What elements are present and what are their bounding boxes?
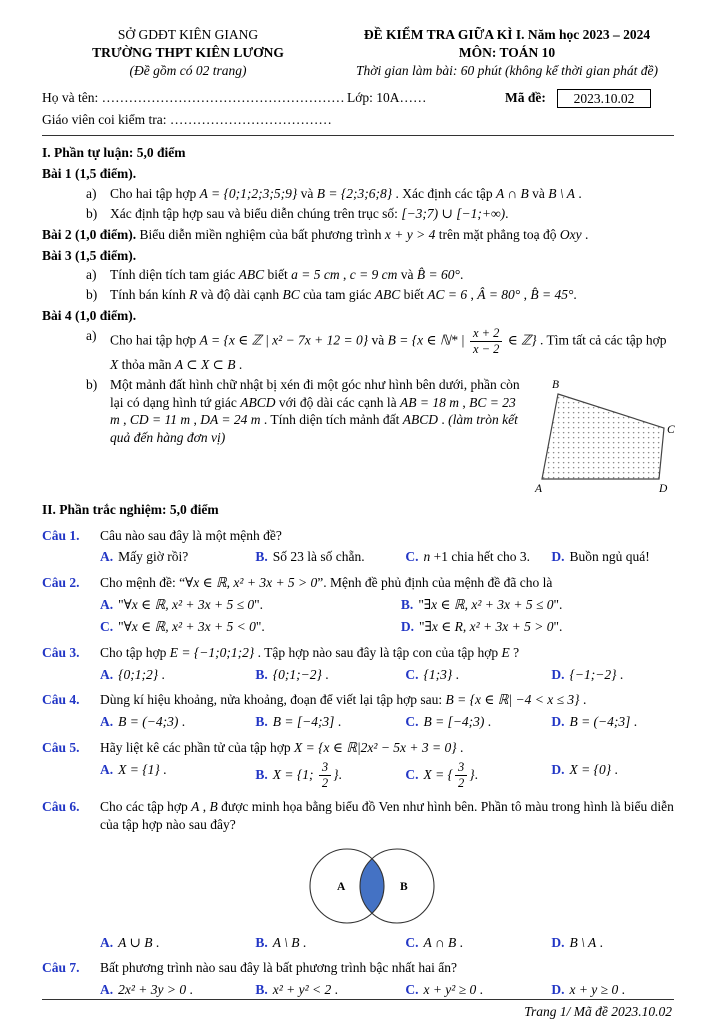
option-text: X = {0} .: [569, 761, 618, 777]
option-d: [401, 618, 674, 636]
option-text: x² + y² < 2 .: [272, 982, 339, 998]
question-body: [100, 959, 674, 999]
question-body: [100, 691, 674, 731]
option-text: X = {1; $\frac{3}{2}$ }.: [272, 759, 342, 790]
venn-diagram: [297, 842, 447, 930]
option-a: [100, 666, 249, 684]
bai3-heading: Bài 3 (1,5 điểm).: [42, 247, 137, 263]
vertex-label-c: C: [667, 423, 675, 436]
option-letter: A.: [100, 714, 114, 730]
question-label: Câu 6.: [42, 799, 80, 815]
option-letter: D.: [551, 714, 565, 730]
bai1-item-a: [42, 185, 674, 203]
class-line: Lớp: 10A……: [347, 89, 427, 105]
option-text: {−1;−2} .: [569, 666, 624, 682]
option-a: [100, 934, 249, 952]
vertex-label-a: A: [535, 482, 543, 495]
question-body: [100, 644, 674, 684]
option-text: Số 23 là số chẵn.: [272, 549, 365, 565]
options-row: [100, 934, 674, 952]
option-letter: A.: [100, 761, 114, 777]
question-label: Câu 3.: [42, 644, 80, 660]
question-label: Câu 4.: [42, 692, 80, 708]
question-label: Câu 1.: [42, 527, 80, 543]
option-b: [255, 934, 399, 952]
header-right: [340, 26, 674, 81]
question-label: Câu 7.: [42, 960, 80, 976]
question-stem: Cho tập hợp E = {−1;0;1;2} . Tập hợp nào sau đây là tập con của tập hợp E ?: [100, 644, 520, 660]
option-c: [405, 761, 545, 790]
item-text: Cho hai tập hợp A = {0;1;2;3;5;9} và B = {2;3;6;8} . Xác định các tập A ∩ B và B \ A .: [110, 186, 582, 202]
option-text: A \ B .: [272, 934, 307, 950]
option-d: [551, 761, 674, 790]
option-text: X = { $\frac{3}{2}$ }.: [423, 759, 478, 790]
item-text: Xác định tập hợp sau và biểu diễn chúng trên trục số: [−3;7) ∪ [−1;+∞).: [110, 205, 509, 221]
option-a: [100, 548, 249, 566]
page-footer: Trang 1/ Mã đề 2023.10.02: [524, 1004, 672, 1020]
question-stem: Cho các tập hợp A , B được minh họa bằng biểu đồ Ven như hình bên. Phần tô màu trong hình là biểu diễn của tập hợp nào sau đây?: [100, 799, 674, 832]
option-text: B = (−4;3) .: [118, 714, 186, 730]
option-text: Mấy giờ rồi?: [118, 549, 189, 565]
bai4-item-a: [42, 327, 674, 374]
bai4-heading: Bài 4 (1,0 điểm).: [42, 307, 137, 323]
venn-diagram-wrap: [100, 842, 644, 930]
bai1-heading: Bài 1 (1,5 điểm).: [42, 166, 137, 182]
footer-divider: [42, 999, 674, 1000]
option-text: A ∪ B .: [118, 934, 160, 950]
option-b: [255, 548, 399, 566]
option-text: "∀x ∈ ℝ, x² + 3x + 5 < 0".: [118, 618, 265, 634]
student-name-line: Họ và tên: ………………………………………………: [42, 89, 345, 105]
option-letter: C.: [405, 549, 419, 565]
option-letter: B.: [400, 597, 414, 613]
option-a: [100, 761, 249, 790]
option-text: "∀x ∈ ℝ, x² + 3x + 5 ≤ 0".: [118, 597, 264, 613]
bai2-paragraph: Bài 2 (1,0 điểm). Biểu diễn miền nghiệm của bất phương trình x + y > 4 trên mặt phẳng toạ độ Oxy .: [42, 226, 589, 242]
part2-title: II. Phần trắc nghiệm: 5,0 điểm: [42, 501, 219, 517]
options-grid: [100, 596, 674, 636]
option-letter: C.: [405, 982, 419, 998]
bai1-item-b: [42, 205, 674, 223]
option-c: [405, 713, 545, 731]
question-4: [42, 691, 674, 731]
option-letter: C.: [405, 666, 419, 682]
options-row: [100, 548, 674, 566]
item-label: a): [86, 186, 97, 202]
venn-label-b: B: [400, 880, 408, 893]
option-text: X = {1} .: [118, 761, 167, 777]
item-text: Tính diện tích tam giác ABC biết a = 5 cm , c = 9 cm và B̂ = 60°.: [110, 267, 464, 283]
question-1: [42, 527, 674, 567]
question-3: [42, 644, 674, 684]
bai3-item-b: [42, 286, 674, 304]
teacher-row: [42, 111, 674, 129]
option-letter: C.: [405, 934, 419, 950]
question-stem: Hãy liệt kê các phần tử của tập hợp X = {x ∈ ℝ|2x² − 5x + 3 = 0} .: [100, 739, 464, 755]
school-name: TRƯỜNG THPT KIÊN LƯƠNG: [92, 45, 284, 61]
option-letter: A.: [100, 597, 114, 613]
option-letter: B.: [255, 934, 268, 950]
options-row: [100, 761, 674, 790]
option-c: [405, 666, 545, 684]
option-b: [255, 761, 399, 790]
option-text: B = [−4;3) .: [423, 714, 492, 730]
question-stem: Bất phương trình nào sau đây là bất phương trình bậc nhất hai ẩn?: [100, 960, 457, 976]
exam-title: ĐỀ KIỂM TRA GIỮA KÌ I. Năm học 2023 – 2024: [363, 27, 651, 42]
options-row: [100, 666, 674, 684]
option-letter: D.: [551, 982, 565, 998]
option-d: [551, 981, 674, 999]
quadrilateral-figure: [532, 376, 674, 496]
option-b: [255, 666, 399, 684]
option-text: A ∩ B .: [423, 934, 463, 950]
item-label: b): [86, 205, 98, 221]
footer-block: [42, 999, 674, 1021]
header-divider: [42, 135, 674, 136]
option-text: 2x² + 3y > 0 .: [118, 982, 193, 998]
question-stem: Dùng kí hiệu khoảng, nửa khoảng, đoạn để viết lại tập hợp sau: B = {x ∈ ℝ| −4 < x ≤ 3} .: [100, 692, 587, 708]
venn-label-a: A: [337, 880, 346, 893]
option-letter: C.: [100, 618, 114, 634]
exam-code-label: Mã đề:: [505, 89, 546, 105]
item-label: b): [86, 376, 98, 392]
option-a: [100, 596, 395, 614]
option-b: [401, 596, 674, 614]
teacher-line: Giáo viên coi kiểm tra: ………………………………: [42, 111, 332, 127]
option-b: [255, 713, 399, 731]
option-text: B \ A .: [569, 934, 603, 950]
option-letter: B.: [255, 666, 268, 682]
option-c: [405, 981, 545, 999]
option-letter: D.: [551, 549, 565, 565]
subject-line: MÔN: TOÁN 10: [458, 45, 556, 61]
bai4-item-b: [42, 376, 674, 498]
option-text: B = [−4;3] .: [272, 714, 342, 730]
vertex-label-b: B: [552, 378, 560, 391]
question-body: [100, 739, 674, 790]
option-letter: B.: [255, 766, 268, 782]
question-label: Câu 2.: [42, 575, 80, 591]
option-text: B = (−4;3] .: [569, 714, 638, 730]
option-text: n +1 chia hết cho 3.: [423, 549, 531, 565]
question-body: [100, 527, 674, 567]
option-text: Buồn ngủ quá!: [569, 549, 650, 565]
header-left: [42, 26, 334, 81]
option-letter: A.: [100, 666, 114, 682]
option-b: [255, 981, 399, 999]
question-label: Câu 5.: [42, 739, 80, 755]
item-text: Tính bán kính R và độ dài cạnh BC của tam giác ABC biết AC = 6 , Â = 80° , B̂ = 45°.: [110, 287, 577, 303]
option-c: [100, 618, 395, 636]
option-d: [551, 934, 674, 952]
question-2: [42, 574, 674, 635]
option-text: {0;1;−2} .: [272, 666, 329, 682]
option-text: {1;3} .: [423, 666, 459, 682]
option-d: [551, 713, 674, 731]
option-letter: A.: [100, 549, 114, 565]
option-a: [100, 981, 249, 999]
options-row: [100, 981, 674, 999]
option-d: [551, 548, 674, 566]
question-stem: Cho mệnh đề: “∀x ∈ ℝ, x² + 3x + 5 > 0”. Mệnh đề phủ định của mệnh đề đã cho là: [100, 575, 553, 591]
option-letter: C.: [405, 714, 419, 730]
pages-note: (Đề gồm có 02 trang): [129, 63, 247, 79]
option-c: [405, 934, 545, 952]
option-c: [405, 548, 545, 566]
option-letter: D.: [551, 666, 565, 682]
question-body: [100, 574, 674, 635]
option-letter: D.: [400, 618, 415, 634]
vertex-label-d: D: [659, 482, 668, 495]
option-letter: C.: [405, 766, 419, 782]
question-stem: Câu nào sau đây là một mệnh đề?: [100, 527, 282, 543]
bai3-item-a: [42, 266, 674, 284]
option-a: [100, 713, 249, 731]
item-label: b): [86, 287, 98, 303]
option-d: [551, 666, 674, 684]
option-letter: A.: [100, 934, 114, 950]
question-7: [42, 959, 674, 999]
item-text: Cho hai tập hợp A = {x ∈ ℤ | x² − 7x + 12 = 0} và B = {x ∈ ℕ* | $\frac{x + 2}{x - 2}$ ∈ ℤ} . Tìm tất cả các tập hợp X thỏa mãn A ⊂ X ⊂ B .: [110, 325, 667, 373]
option-letter: D.: [551, 761, 565, 777]
item-text: [110, 376, 674, 498]
time-note: Thời gian làm bài: 60 phút (không kể thời gian phát đề): [355, 63, 658, 79]
student-info-row: [42, 89, 674, 108]
option-text: "∃x ∈ R, x² + 3x + 5 > 0".: [419, 618, 563, 634]
question-5: [42, 739, 674, 790]
item-label: a): [86, 267, 97, 283]
option-letter: B.: [255, 982, 268, 998]
option-letter: B.: [255, 714, 268, 730]
options-row: [100, 713, 674, 731]
option-letter: B.: [255, 549, 268, 565]
bai4b-text: Một mảnh đất hình chữ nhật bị xén đi một góc như hình bên dưới, phần còn lại có dạng hình tứ giác ABCD với độ dài các cạnh là AB = 18 m , BC = 23 m , CD = 11 m , DA = 24 m . Tính diện tích mảnh đất ABCD . (làm tròn kết quả đến hàng đơn vị): [110, 376, 520, 446]
land-plot-shape: [542, 394, 664, 479]
header: [42, 26, 674, 81]
option-text: "∃x ∈ ℝ, x² + 3x + 5 ≤ 0".: [418, 597, 563, 613]
option-text: {0;1;2} .: [118, 666, 165, 682]
exam-code-box: 2023.10.02: [557, 89, 651, 108]
option-text: x + y ≥ 0 .: [569, 982, 625, 998]
item-label: a): [86, 327, 97, 343]
question-body: [100, 798, 674, 951]
option-letter: A.: [100, 982, 114, 998]
option-text: x + y² ≥ 0 .: [423, 982, 484, 998]
question-6: [42, 798, 674, 951]
option-letter: D.: [551, 934, 565, 950]
department-name: SỞ GDĐT KIÊN GIANG: [117, 27, 259, 42]
part1-title: I. Phần tự luận: 5,0 điểm: [42, 145, 186, 161]
